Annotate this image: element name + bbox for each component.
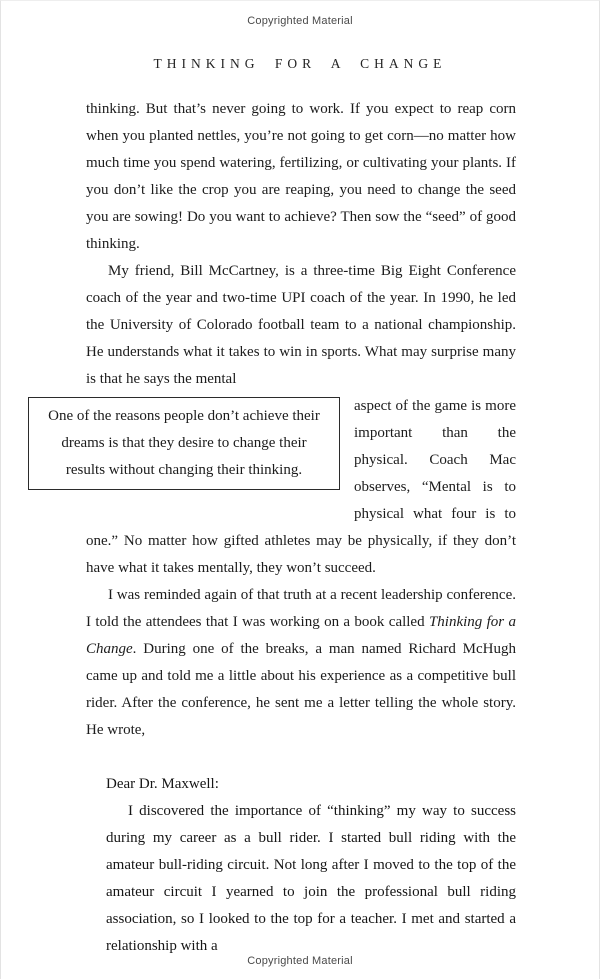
paragraph-3 (86, 582, 516, 744)
copyright-notice-top: Copyrighted Material (247, 15, 353, 27)
pullquote-box (28, 397, 340, 490)
paragraph-1: thinking. But that’s never going to work. If you expect to reap corn when you planted nettles, you’re not going to get corn—no matter how much time you spend watering, fertilizing, or cultivating your plants. If you don’t like the crop you are reaping, you need to change the seed you are sowing! Do you want to achieve? Then sow the “seed” of good thinking. (86, 101, 516, 252)
paragraph-2-before-pullquote: My friend, Bill McCartney, is a three-time Big Eight Conference coach of the year and two-time UPI coach of the year. In 1990, he led the University of Colorado football team to a national championship. He understands what it takes to win in sports. What may surprise many is that he says the mental (86, 263, 516, 387)
running-head-title: THINKING FOR A CHANGE (153, 56, 447, 71)
body-text-block (48, 96, 516, 960)
paragraph-2-after-pullquote: aspect of the game is more important than the physical. Coach Mac observes, “Mental is to physical what four is to one.” No matter how gifted athletes may be physically, if they don’t have what it takes mentally, they won’t succeed. (86, 398, 516, 576)
letter-body: I discovered the importance of “thinking” my way to success during my career as a bull rider. I started bull riding with the amateur bull-riding circuit. Not long after I moved to the top of the amateur circuit I yearned to join the professional bull riding association, so I looked to the top for a teacher. I met and started a relationship with a (106, 803, 516, 954)
paragraph-2-wrap-zone (48, 393, 516, 582)
paragraph-3-text-start: I was reminded again of that truth at a recent leadership conference. I told the attendees that I was working on a book called (86, 587, 516, 630)
copyright-notice-bottom: Copyrighted Material (247, 955, 353, 967)
pullquote-text-fallback: One of the reasons people don’t achieve their dreams is that they desire to change their results without changing their thinking. (48, 408, 320, 478)
book-title-italic: Thinking for a Change (86, 614, 516, 657)
letter-salutation: Dear Dr. Maxwell: (106, 776, 219, 792)
letter-excerpt (106, 771, 516, 960)
paragraph-3-text-end: . During one of the breaks, a man named Richard McHugh came up and told me a little about his experience as a competitive bull rider. After the conference, he sent me a letter telling the whole story. He wrote, (86, 641, 516, 738)
